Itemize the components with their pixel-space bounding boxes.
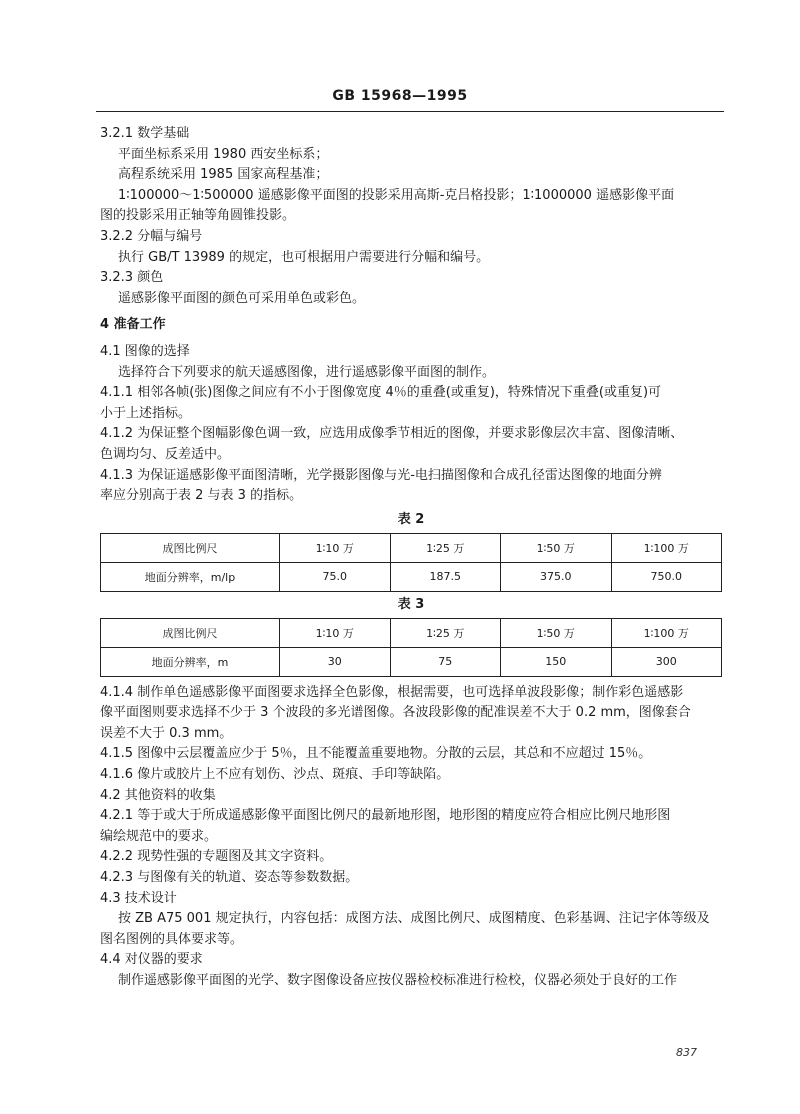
table-cell: 1∶25 万 — [390, 533, 501, 562]
paragraph-line: 4.1.5 图像中云层覆盖应少于 5％，且不能覆盖重要地物。分散的云层，其总和不应超过 15％。 — [100, 746, 652, 762]
section-heading: 4.3 技术设计 — [100, 890, 177, 906]
table-cell: 1∶50 万 — [501, 618, 612, 647]
table-cell: 1∶50 万 — [501, 533, 612, 562]
table-cell: 750.0 — [611, 562, 722, 591]
table-cell: 地面分辨率，m — [101, 647, 280, 676]
table-cell: 150 — [501, 647, 612, 676]
section-heading: 3.2.3 颜色 — [100, 270, 164, 286]
paragraph-line: 4.2.2 现势性强的专题图及其文字资料。 — [100, 849, 333, 865]
paragraph-line: 图的投影采用正轴等角圆锥投影。 — [100, 208, 296, 224]
paragraph-line: 遥感影像平面图的颜色可采用单色或彩色。 — [118, 290, 366, 306]
paragraph-line: 色调均匀、反差适中。 — [100, 446, 231, 462]
table-cell: 300 — [611, 647, 722, 676]
paragraph-line: 平面坐标系采用 1980 西安坐标系； — [118, 146, 329, 162]
table-cell: 成图比例尺 — [101, 533, 280, 562]
table-cell: 地面分辨率，m/lp — [101, 562, 280, 591]
table-cell: 187.5 — [390, 562, 501, 591]
paragraph-line: 4.2.3 与图像有关的轨道、姿态等参数数据。 — [100, 870, 359, 886]
table3-caption: 表 3 — [397, 596, 425, 612]
paragraph-line: 高程系统采用 1985 国家高程基准； — [118, 167, 329, 183]
table-cell: 30 — [280, 647, 391, 676]
table-row — [101, 533, 722, 562]
paragraph-line: 1∶100000～1∶500000 遥感影像平面图的投影采用高斯-克吕格投影；1∶1000000 遥感影像平面 — [118, 187, 675, 203]
table-cell: 1∶10 万 — [280, 533, 391, 562]
section-heading: 4.1 图像的选择 — [100, 343, 190, 359]
page-number: 837 — [676, 1046, 697, 1059]
paragraph-line: 4.1.4 制作单色遥感影像平面图要求选择全色影像，根据需要，也可选择单波段影像；制作彩色遥感影 — [100, 684, 684, 700]
paragraph-line: 像平面图则要求选择不少于 3 个波段的多光谱图像。各波段影像的配准误差不大于 0.2 mm，图像套合 — [100, 705, 691, 721]
paragraph-line: 率应分别高于表 2 与表 3 的指标。 — [100, 488, 303, 504]
table-3 — [100, 618, 722, 677]
paragraph-line: 4.1.1 相邻各帧(张)图像之间应有不小于图像宽度 4％的重叠(或重复)，特殊情况下重叠(或重复)可 — [100, 385, 662, 401]
paragraph-line: 小于上述指标。 — [100, 405, 192, 421]
table-cell: 1∶100 万 — [611, 533, 722, 562]
paragraph-line: 图名图例的具体要求等。 — [100, 931, 244, 947]
table2-caption: 表 2 — [397, 511, 425, 527]
section-heading: 4.2 其他资料的收集 — [100, 787, 216, 803]
section-heading: 3.2.2 分幅与编号 — [100, 228, 203, 244]
header-rule — [96, 111, 724, 112]
chapter-heading: 4 准备工作 — [100, 317, 166, 333]
table-row — [101, 647, 722, 676]
paragraph-line: 编绘规范中的要求。 — [100, 828, 218, 844]
paragraph-line: 4.1.6 像片或胶片上不应有划伤、沙点、斑痕、手印等缺陷。 — [100, 767, 450, 783]
paragraph-line: 执行 GB/T 13989 的规定，也可根据用户需要进行分幅和编号。 — [118, 249, 490, 265]
page-header: GB 15968—1995 — [332, 88, 468, 104]
table-row — [101, 618, 722, 647]
paragraph-line: 4.1.2 为保证整个图幅影像色调一致，应选用成像季节相近的图像，并要求影像层次丰富、图像清晰、 — [100, 426, 684, 442]
table-cell: 1∶25 万 — [390, 618, 501, 647]
table-cell: 75 — [390, 647, 501, 676]
paragraph-line: 选择符合下列要求的航天遥感图像，进行遥感影像平面图的制作。 — [118, 364, 496, 380]
paragraph-line: 误差不大于 0.3 mm。 — [100, 725, 233, 741]
paragraph-line: 4.1.3 为保证遥感影像平面图清晰，光学摄影图像与光-电扫描图像和合成孔径雷达图像的地面分辨 — [100, 467, 662, 483]
section-heading: 3.2.1 数学基础 — [100, 126, 190, 141]
table-cell: 1∶100 万 — [611, 618, 722, 647]
table-2 — [100, 533, 722, 592]
paragraph-line: 按 ZB A75 001 规定执行，内容包括：成图方法、成图比例尺、成图精度、色彩基调、注记字体等级及 — [118, 911, 710, 927]
table-cell: 成图比例尺 — [101, 618, 280, 647]
document-body — [100, 124, 722, 992]
table-row — [101, 562, 722, 591]
table-cell: 375.0 — [501, 562, 612, 591]
section-heading: 4.4 对仪器的要求 — [100, 952, 203, 968]
table-cell: 1∶10 万 — [280, 618, 391, 647]
paragraph-line: 4.2.1 等于或大于所成遥感影像平面图比例尺的最新地形图，地形图的精度应符合相应比例尺地形图 — [100, 808, 671, 824]
table-cell: 75.0 — [280, 562, 391, 591]
paragraph-line: 制作遥感影像平面图的光学、数字图像设备应按仪器检校标准进行检校，仪器必须处于良好的工作 — [118, 973, 678, 988]
